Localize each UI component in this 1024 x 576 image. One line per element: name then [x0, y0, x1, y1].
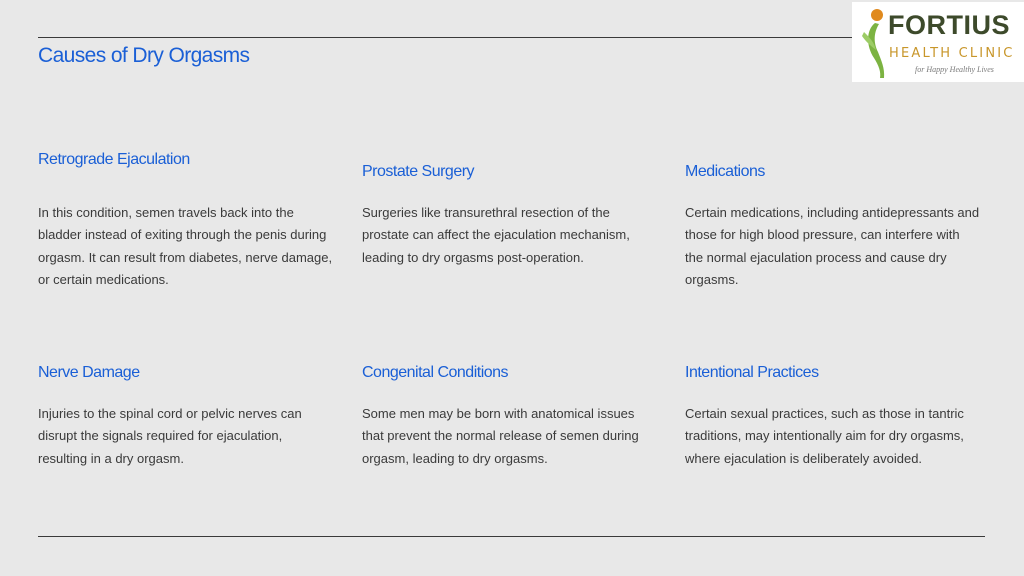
card-text-medications: Certain medications, including antidepressants and those for high blood pressure, can interfere with the normal ejaculation process and cause dry orgasms.	[685, 205, 980, 287]
card-text-retrograde-ejaculation: In this condition, semen travels back into the bladder instead of exiting through the penis during orgasm. It can result from diabetes, nerve damage, or certain medications.	[38, 205, 333, 287]
card-title-congenital-conditions: Congenital Conditions	[362, 364, 509, 381]
card-text-prostate-surgery: Surgeries like transurethral resection of the prostate can affect the ejaculation mechanism, leading to dry orgasms post-operation.	[362, 205, 630, 265]
page-title: Causes of Dry Orgasms	[38, 44, 250, 67]
card-title-medications: Medications	[685, 163, 765, 180]
card-text-nerve-damage: Injuries to the spinal cord or pelvic nerves can disrupt the signals required for ejaculation, resulting in a dry orgasm.	[38, 406, 302, 466]
card-title-prostate-surgery: Prostate Surgery	[362, 163, 475, 180]
card-title-retrograde-ejaculation: Retrograde Ejaculation	[38, 151, 190, 168]
card-title-intentional-practices: Intentional Practices	[685, 364, 819, 381]
logo-subtitle: HEALTH CLINIC	[889, 46, 1015, 61]
figure-icon	[852, 2, 892, 82]
card-text-congenital-conditions: Some men may be born with anatomical issues that prevent the normal release of semen during orgasm, leading to dry orgasms.	[362, 406, 639, 466]
clinic-logo	[852, 2, 1024, 82]
card-text-intentional-practices: Certain sexual practices, such as those in tantric traditions, may intentionally aim for dry orgasms, where ejaculation is deliberately avoided.	[685, 406, 964, 466]
bottom-divider	[38, 536, 985, 537]
card-title-nerve-damage: Nerve Damage	[38, 364, 140, 381]
top-divider	[38, 37, 858, 38]
logo-wordmark: FORTIUS	[888, 10, 1010, 40]
logo-tagline: for Happy Healthy Lives	[915, 65, 994, 74]
